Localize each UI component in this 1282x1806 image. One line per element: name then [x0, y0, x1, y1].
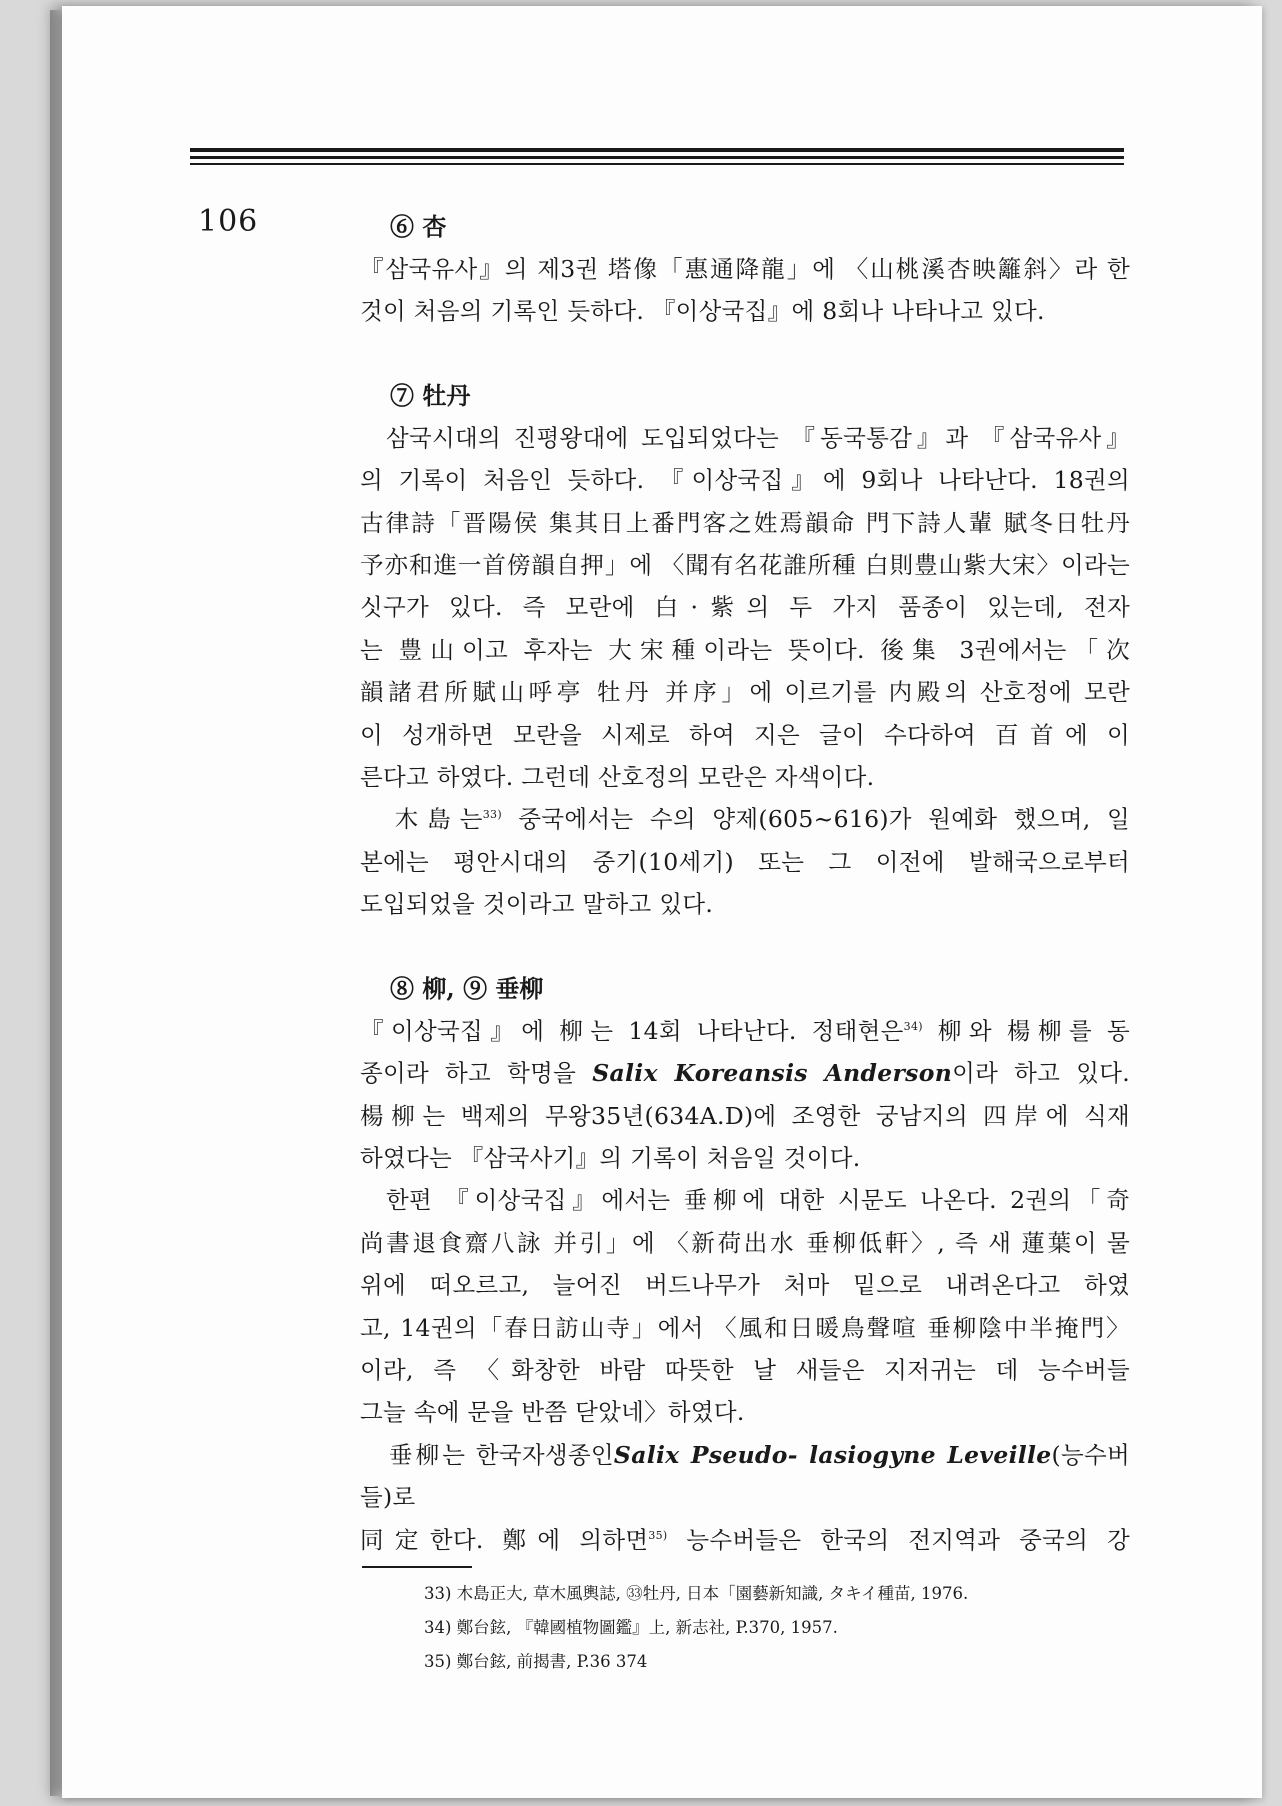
text-line: 古律詩「晋陽侯 集其日上番門客之姓焉韻命 門下詩人輩 賦冬日牡丹 [360, 508, 1130, 537]
footnote-ref: 34) [903, 1019, 923, 1033]
text-line: 『삼국유사』의 제3권 塔像「惠通降龍」에 〈山桃溪杏映籬斜〉라 한 [360, 255, 1130, 283]
text-line: 삼국시대의 진평왕대에 도입되었다는 『동국통감』과 『삼국유사』 [386, 423, 1130, 452]
scientific-name: Salix Koreansis Anderson [592, 1059, 953, 1088]
text-line: 것이 처음의 기록인 듯하다. 『이상국집』에 8회나 나타나고 있다. [360, 297, 1045, 326]
text-line: 『이상국집』에 柳는 14회 나타난다. 정태현은$^{34)}$ 柳와 楊柳를 동 [360, 1016, 1130, 1045]
text-line: 고, 14권의「春日訪山寺」에서 〈風和日暖鳥聲喧 垂柳陰中半掩門〉 [360, 1313, 1130, 1342]
text-line: 도입되었을 것이라고 말하고 있다. [360, 890, 714, 919]
header-rule [190, 148, 1124, 152]
text-line: 이라, 즉 〈화창한 바람 따뜻한 날 새들은 지저귀는 데 능수버들 [360, 1355, 1130, 1384]
header-rule [190, 156, 1124, 159]
footnote-ref: 33) [482, 808, 502, 822]
footnote: 35) 鄭台鉉, 前揭書, P.36 374 [424, 1652, 648, 1671]
text-line: 한편 『이상국집』에서는 垂柳에 대한 시문도 나온다. 2권의「奇 [386, 1186, 1130, 1215]
footnotes [424, 1577, 1124, 1679]
footnote: 34) 鄭台鉉, 『韓國植物圖鑑』上, 新志社, P.370, 1957. [424, 1618, 838, 1637]
text-line: 본에는 평안시대의 중기(10세기) 또는 그 이전에 발해국으로부터 [360, 847, 1130, 876]
section-heading-willow: ⑧ 柳, ⑨ 垂柳 [390, 973, 544, 1003]
section-heading-apricot: ⑥ 杏 [390, 212, 447, 241]
text-line: 이 성개하면 모란을 시제로 하여 지은 글이 수다하여 百首에 이 [360, 720, 1130, 749]
text-line: 木島는$^{33)}$ 중국에서는 수의 양제(605~616)가 원예화 했으며, 일 [386, 805, 1130, 834]
footnote-ref: 35) [648, 1528, 668, 1542]
scientific-name: Salix Pseudo- lasiogyne Leveille [613, 1440, 1052, 1469]
text-line: 予亦和進一首傍韻自押」에 〈聞有名花誰所種 白則豊山紫大宋〉이라는 [360, 551, 1130, 580]
text-line: 의 기록이 처음인 듯하다. 『이상국집』에 9회나 나타난다. 18권의 [360, 466, 1130, 495]
page-body [360, 206, 1130, 1561]
book-page [62, 6, 1262, 1798]
text-line: 同定한다. 鄭에 의하면$^{35)}$ 능수버들은 한국의 전지역과 중국의 강 [360, 1525, 1130, 1554]
text-line: 垂柳는 한국자생종인Salix Pseudo- lasiogyne Leveille(능수버들)로 [360, 1440, 1130, 1512]
page-number: 106 [198, 204, 259, 239]
text-line: 楊柳는 백제의 무왕35년(634A.D)에 조영한 궁남지의 四岸에 식재 [360, 1101, 1130, 1130]
text-line: 尚書退食齋八詠 并引」에 〈新荷出水 垂柳低軒〉, 즉 새 蓮葉이 물 [360, 1228, 1130, 1257]
header-rule [190, 163, 1124, 165]
text-line: 하였다는 『삼국사기』의 기록이 처음일 것이다. [360, 1143, 861, 1172]
text-line: 韻諸君所賦山呼亭 牡丹 并序」에 이르기를 内殿의 산호정에 모란 [360, 678, 1130, 707]
text-line: 른다고 하였다. 그런데 산호정의 모란은 자색이다. [360, 763, 875, 792]
text-line: 싯구가 있다. 즉 모란에 白·紫의 두 가지 품종이 있는데, 전자 [360, 593, 1130, 622]
footnote: 33) 木島正大, 草木風輿誌, ㉝牡丹, 日本「園藝新知識, タキイ種苗, 1976. [424, 1584, 969, 1603]
text-line: 그늘 속에 문을 반쯤 닫았네〉하였다. [360, 1398, 745, 1427]
footnote-rule [362, 1566, 472, 1568]
text-line: 위에 떠오르고, 늘어진 버드나무가 처마 밑으로 내려온다고 하였 [360, 1271, 1130, 1300]
text-line: 종이라 하고 학명을 Salix Koreansis Anderson이라 하고 있다. [360, 1059, 1130, 1088]
section-heading-peony: ⑦ 牡丹 [390, 380, 471, 410]
text-line: 는 豊山이고 후자는 大宋種이라는 뜻이다. 後集 3권에서는「次 [360, 635, 1130, 664]
